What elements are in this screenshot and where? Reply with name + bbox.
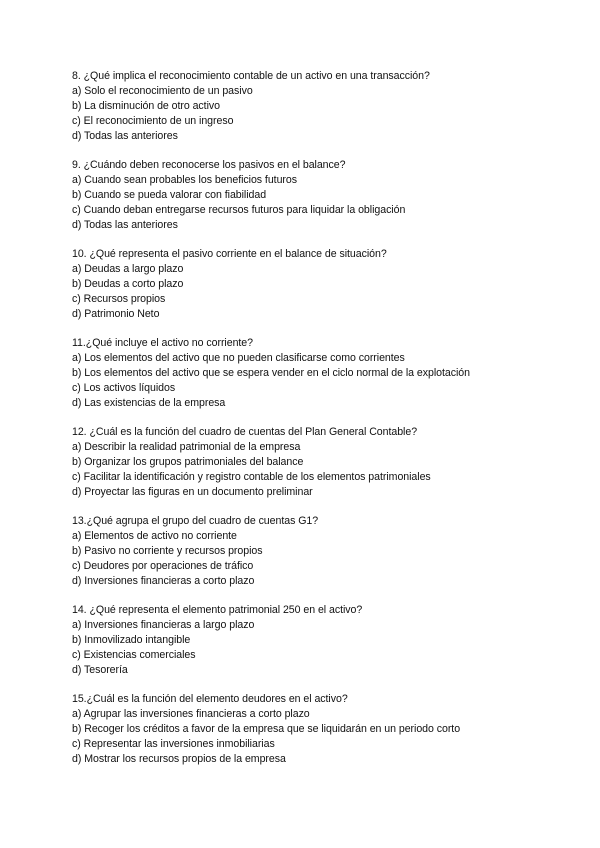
option-d: d) Mostrar los recursos propios de la empresa — [72, 752, 286, 765]
option-c: c) Representar las inversiones inmobiliarias — [72, 737, 275, 750]
question-list — [72, 69, 572, 781]
option-c: c) Facilitar la identificación y registro contable de los elementos patrimoniales — [72, 470, 431, 483]
option-a: a) Los elementos del activo que no pueden clasificarse como corrientes — [72, 352, 405, 364]
option-c: c) Existencias comerciales — [72, 648, 196, 661]
question-15 — [72, 692, 572, 767]
question-text: 10. ¿Qué representa el pasivo corriente en el balance de situación? — [72, 248, 387, 261]
option-b: b) Inmovilizado intangible — [72, 634, 191, 646]
question-8 — [72, 69, 572, 144]
question-13 — [72, 514, 572, 589]
option-d: d) Inversiones financieras a corto plazo — [72, 574, 255, 587]
option-c: c) Deudores por operaciones de tráfico — [72, 559, 254, 572]
option-b: b) Deudas a corto plazo — [72, 277, 184, 290]
question-10 — [72, 247, 572, 322]
option-a: a) Solo el reconocimiento de un pasivo — [72, 84, 253, 97]
option-c: c) Los activos líquidos — [72, 381, 176, 394]
option-c: c) Cuando deban entregarse recursos futuros para liquidar la obligación — [72, 203, 406, 216]
option-a: a) Describir la realidad patrimonial de la empresa — [72, 441, 301, 454]
question-text: 11.¿Qué incluye el activo no corriente? — [72, 337, 253, 350]
question-text: 14. ¿Qué representa el elemento patrimonial 250 en el activo? — [72, 604, 363, 617]
option-b: b) Cuando se pueda valorar con fiabilidad — [72, 188, 267, 201]
question-9 — [72, 158, 572, 233]
option-b: b) Recoger los créditos a favor de la empresa que se liquidarán en un periodo corto — [72, 723, 461, 736]
option-a: a) Elementos de activo no corriente — [72, 530, 237, 543]
question-12 — [72, 425, 572, 500]
option-b: b) Pasivo no corriente y recursos propios — [72, 544, 263, 557]
option-d: d) Las existencias de la empresa — [72, 396, 226, 409]
option-d: d) Todas las anteriores — [72, 129, 178, 142]
option-a: a) Deudas a largo plazo — [72, 262, 184, 275]
question-14 — [72, 603, 572, 678]
option-d: d) Patrimonio Neto — [72, 307, 160, 320]
option-c: c) Recursos propios — [72, 292, 166, 305]
option-a: a) Agrupar las inversiones financieras a corto plazo — [72, 708, 310, 721]
option-d: d) Todas las anteriores — [72, 218, 178, 231]
option-b: b) Organizar los grupos patrimoniales del balance — [72, 455, 304, 468]
question-text: 15.¿Cuál es la función del elemento deudores en el activo? — [72, 693, 348, 706]
option-b: b) Los elementos del activo que se espera vender en el ciclo normal de la explotación — [72, 366, 470, 379]
option-a: a) Inversiones financieras a largo plazo — [72, 619, 255, 632]
question-11 — [72, 336, 572, 411]
option-d: d) Proyectar las figuras en un documento preliminar — [72, 485, 313, 498]
question-text: 12. ¿Cuál es la función del cuadro de cuentas del Plan General Contable? — [72, 426, 418, 439]
question-text: 13.¿Qué agrupa el grupo del cuadro de cuentas G1? — [72, 515, 319, 528]
option-b: b) La disminución de otro activo — [72, 99, 220, 112]
question-text: 8. ¿Qué implica el reconocimiento contable de un activo en una transacción? — [72, 70, 430, 82]
option-a: a) Cuando sean probables los beneficios futuros — [72, 173, 297, 186]
option-d: d) Tesorería — [72, 663, 128, 676]
question-text: 9. ¿Cuándo deben reconocerse los pasivos en el balance? — [72, 159, 346, 172]
option-c: c) El reconocimiento de un ingreso — [72, 114, 234, 127]
